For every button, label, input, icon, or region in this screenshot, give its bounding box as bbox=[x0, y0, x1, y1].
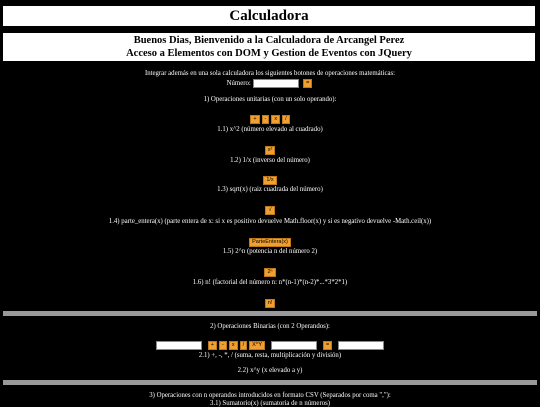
welcome-line-2: Acceso a Elementos con DOM y Gestion de Eventos con JQuery bbox=[126, 48, 412, 59]
binary-heading: 2) Operaciones Binarias (con 2 Operandos): bbox=[210, 323, 330, 330]
power-two-text: 1.5) 2^n (potencia n del número 2) bbox=[222, 248, 318, 255]
numero-label: Número: bbox=[226, 80, 251, 88]
numero-equals-button[interactable]: = bbox=[303, 79, 312, 88]
minus-button[interactable]: - bbox=[262, 115, 270, 124]
sqrt-button[interactable]: √ bbox=[265, 206, 274, 215]
sum-text: 3.1) Sumatorio(x) (sumatoria de n números) bbox=[209, 400, 331, 407]
operand-2-input[interactable] bbox=[271, 341, 317, 350]
factorial-button[interactable]: n! bbox=[265, 299, 276, 308]
arith-text: 2.1) +, -, *, / (suma, resta, multiplicación y división) bbox=[198, 352, 342, 359]
operand-1-input[interactable] bbox=[156, 341, 202, 350]
factorial-row bbox=[0, 294, 540, 312]
binary-power-button[interactable]: X^Y bbox=[249, 341, 265, 350]
power-two-button[interactable]: 2ⁿ bbox=[264, 268, 275, 277]
welcome-line-1: Buenos Dias, Bienvenido a la Calculadora de Arcangel Perez bbox=[133, 35, 405, 46]
power-text: 2.2) x^y (x elevado a y) bbox=[237, 367, 303, 374]
square-button[interactable]: x² bbox=[265, 146, 276, 155]
inverse-button[interactable]: 1/x bbox=[263, 176, 276, 185]
welcome-banner bbox=[3, 33, 535, 61]
numero-row bbox=[0, 79, 540, 88]
factorial-text: 1.6) n! (factorial del número n: n*(n-1)*(n-2)*...*3*2*1) bbox=[192, 279, 348, 286]
sqrt-row bbox=[0, 201, 540, 219]
page-title: Calculadora bbox=[3, 6, 535, 26]
binary-minus-button[interactable]: - bbox=[219, 341, 227, 350]
divide-button[interactable]: / bbox=[282, 115, 290, 124]
nary-heading: 3) Operaciones con n operandos introducidos en formato CSV (Separados por coma ","): bbox=[149, 392, 391, 399]
intro-text: Integrar además en una sola calculadora los siguientes botones de operaciones matemáticas: bbox=[144, 70, 396, 77]
section-divider-2 bbox=[3, 380, 537, 385]
binary-plus-button[interactable]: + bbox=[208, 341, 217, 350]
multiply-button[interactable]: x bbox=[271, 115, 280, 124]
parte-entera-button[interactable]: ParteEntera(x) bbox=[249, 238, 291, 247]
binary-equals-button[interactable]: = bbox=[323, 341, 332, 350]
square-text: 1.1) x^2 (número elevado al cuadrado) bbox=[217, 126, 323, 133]
section-divider-1 bbox=[3, 311, 537, 316]
binary-multiply-button[interactable]: x bbox=[229, 341, 238, 350]
binary-divide-button[interactable]: / bbox=[240, 341, 248, 350]
plus-button[interactable]: + bbox=[250, 115, 259, 124]
numero-input[interactable] bbox=[253, 79, 299, 88]
binary-result-input[interactable] bbox=[338, 341, 384, 350]
sqrt-text: 1.3) sqrt(x) (raiz cuadrada del número) bbox=[217, 186, 323, 193]
inverse-text: 1.2) 1/x (inverso del número) bbox=[230, 157, 310, 164]
parte-entera-text: 1.4) parte_entera(x) (parte entera de x: si x es positivo devuelve Math.floor(x) y si es negativo devuelve -Math.ceil(x)) bbox=[108, 218, 432, 225]
unary-heading: 1) Operaciones unitarias (con un solo operando): bbox=[203, 96, 337, 103]
